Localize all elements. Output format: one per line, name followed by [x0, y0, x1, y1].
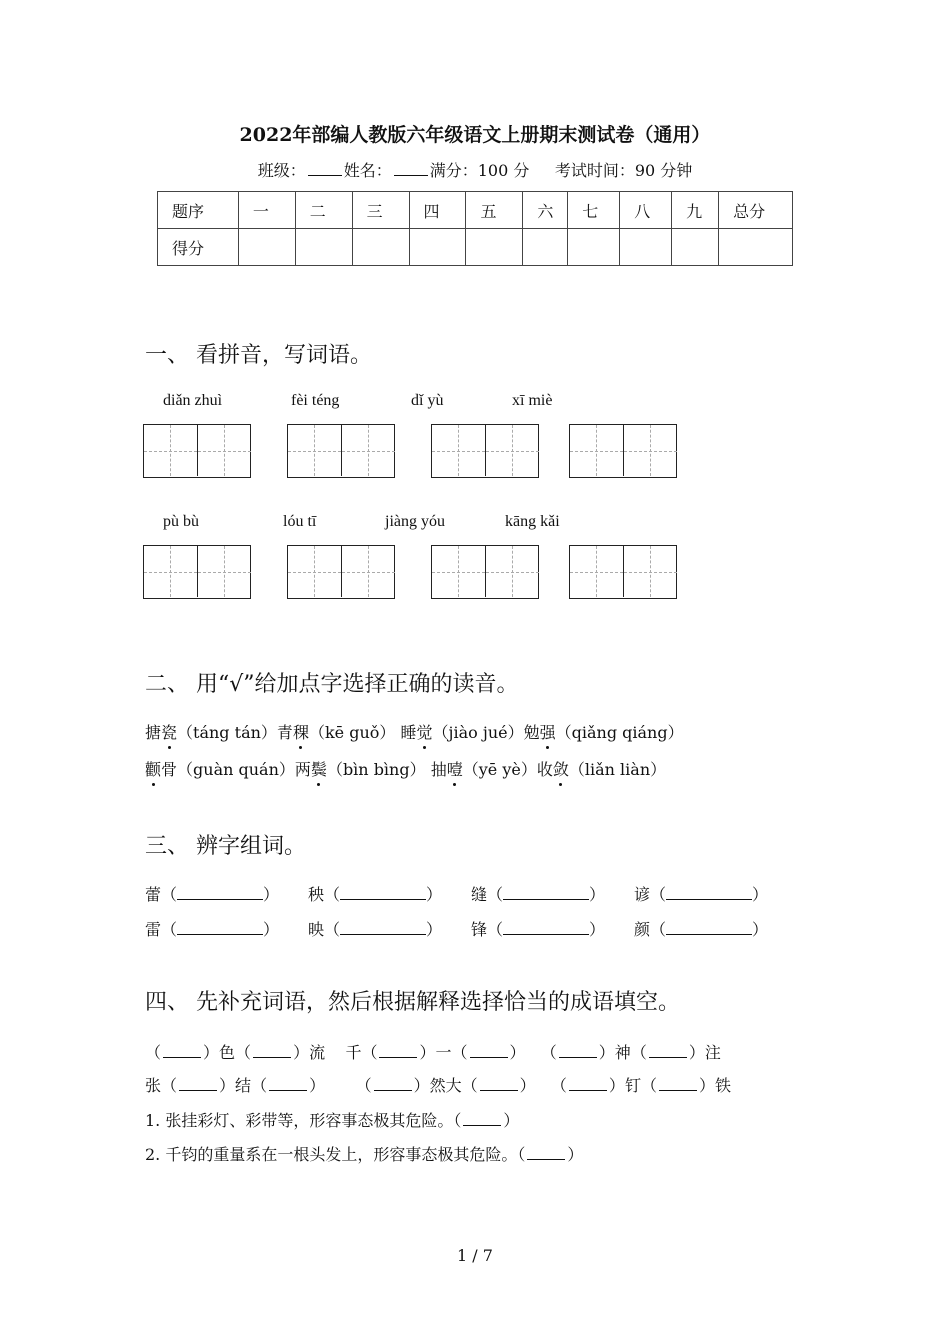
score-cell[interactable]	[719, 229, 793, 266]
char: 注	[704, 1043, 721, 1062]
writing-cell[interactable]	[432, 546, 485, 597]
name-blank[interactable]	[394, 161, 428, 176]
paren: ）	[752, 885, 769, 904]
pinyin-label: fèi téng	[291, 392, 340, 409]
exam-time: 考试时间：90 分钟	[554, 161, 693, 180]
char: 颜	[634, 920, 651, 939]
writing-cell[interactable]	[341, 425, 395, 476]
question-text: 1. 张挂彩灯、彩带等，形容事态极其危险。	[145, 1111, 454, 1130]
writing-cell[interactable]	[288, 425, 341, 476]
paren: （	[487, 920, 504, 939]
writing-cell[interactable]	[432, 425, 485, 476]
score-header-cell: 一	[238, 192, 295, 229]
pinyin-label: lóu tī	[283, 513, 317, 530]
pinyin-label: xī miè	[512, 392, 553, 409]
word-pair	[308, 917, 442, 940]
reading-line-2	[145, 757, 666, 780]
char: 张	[145, 1076, 162, 1095]
writing-cell[interactable]	[144, 546, 197, 597]
writing-cell[interactable]	[197, 546, 251, 597]
char: 骨	[161, 760, 178, 779]
idiom-blank[interactable]	[269, 1076, 307, 1091]
char: 铁	[714, 1076, 731, 1095]
pinyin-options[interactable]: （bìn bìng）	[326, 760, 426, 779]
char: 两	[294, 760, 311, 779]
word-pair	[308, 882, 442, 905]
writing-cell[interactable]	[485, 546, 539, 597]
full-score: 满分：100 分	[429, 161, 530, 180]
char: 千	[345, 1043, 362, 1062]
word-blank[interactable]	[666, 920, 752, 935]
idiom-blank[interactable]	[374, 1076, 412, 1091]
word-pair	[634, 882, 768, 905]
dotted-char: 鬓	[311, 757, 327, 780]
class-label: 班级：	[257, 161, 306, 180]
pinyin-options[interactable]: （táng tán）	[177, 723, 277, 742]
paren: ）	[426, 885, 443, 904]
paren: （	[487, 885, 504, 904]
paren: ）	[263, 885, 280, 904]
idiom-blank[interactable]	[179, 1076, 217, 1091]
word-blank[interactable]	[503, 920, 589, 935]
score-header-cell: 二	[295, 192, 352, 229]
paren: ）	[263, 920, 280, 939]
exam-info	[0, 158, 950, 181]
char: 流	[309, 1043, 326, 1062]
idiom-blank[interactable]	[659, 1076, 697, 1091]
char: 抽	[430, 760, 447, 779]
writing-grid[interactable]	[569, 545, 677, 599]
char: 神	[614, 1043, 631, 1062]
writing-cell[interactable]	[623, 425, 677, 476]
char: 结	[235, 1076, 252, 1095]
dotted-char: 颧	[145, 757, 161, 780]
score-table	[157, 191, 793, 266]
page-number: 1 / 7	[457, 1246, 493, 1265]
score-row-label: 得分	[158, 229, 239, 266]
score-cell[interactable]	[620, 229, 672, 266]
idiom-blank[interactable]	[379, 1043, 417, 1058]
paren: （	[324, 920, 341, 939]
writing-cell[interactable]	[197, 425, 251, 476]
word-blank[interactable]	[666, 885, 752, 900]
word-pair	[145, 882, 279, 905]
question-text: 2. 千钧的重量系在一根头发上，形容事态极其危险。	[145, 1145, 518, 1164]
idiom-line-2: 张（ ）结（ ） （ ）然大（ ） （ ）钉（ ）铁	[145, 1076, 731, 1095]
word-pair	[471, 882, 605, 905]
paren: （	[161, 885, 178, 904]
dotted-char: 瓷	[161, 720, 177, 743]
writing-cell[interactable]	[288, 546, 341, 597]
word-blank[interactable]	[340, 885, 426, 900]
idiom-blank[interactable]	[480, 1076, 518, 1091]
char: 映	[308, 920, 325, 939]
paren: ）	[589, 920, 606, 939]
dotted-char: 敛	[553, 757, 569, 780]
idiom-blank[interactable]	[569, 1076, 607, 1091]
pinyin-label: jiàng yóu	[385, 513, 445, 530]
pinyin-options[interactable]: （liǎn liàn）	[568, 760, 667, 779]
char: 蕾	[145, 885, 162, 904]
word-pair	[471, 917, 605, 940]
score-header-cell: 总分	[719, 192, 793, 229]
score-header-cell: 六	[523, 192, 568, 229]
writing-cell[interactable]	[570, 546, 623, 597]
char: 锋	[471, 920, 488, 939]
score-cell[interactable]	[672, 229, 719, 266]
idiom-blank[interactable]	[253, 1043, 291, 1058]
pinyin-label: pù bù	[163, 513, 199, 530]
pinyin-label: kāng kǎi	[505, 513, 560, 530]
writing-grid[interactable]	[143, 545, 251, 599]
section-1-heading: 一、 看拼音，写词语。	[145, 343, 372, 368]
pinyin-options[interactable]: （jiào jué）	[432, 723, 524, 742]
char: 勉	[523, 723, 540, 742]
word-blank[interactable]	[503, 885, 589, 900]
class-blank[interactable]	[308, 161, 342, 176]
dotted-char: 强	[540, 720, 556, 743]
char: 一	[435, 1043, 452, 1062]
score-header-cell: 八	[620, 192, 672, 229]
char: 然大	[429, 1076, 462, 1095]
char: 秧	[308, 885, 325, 904]
score-header-row	[158, 192, 793, 229]
char: 色	[219, 1043, 236, 1062]
writing-grid[interactable]	[287, 424, 395, 478]
score-header-cell: 三	[352, 192, 409, 229]
score-cell[interactable]	[409, 229, 466, 266]
pinyin-label: diǎn zhuì	[163, 392, 223, 409]
paren: （	[324, 885, 341, 904]
writing-grid[interactable]	[431, 545, 539, 599]
writing-cell[interactable]	[623, 546, 677, 597]
pinyin-options[interactable]: （kē guǒ）	[308, 723, 396, 742]
pinyin-options[interactable]: （qiǎng qiáng）	[555, 723, 684, 742]
char: 雷	[145, 920, 162, 939]
writing-grid[interactable]	[287, 545, 395, 599]
answer-blank[interactable]	[463, 1111, 501, 1126]
idiom-blank[interactable]	[559, 1043, 597, 1058]
question-1: 1. 张挂彩灯、彩带等，形容事态极其危险。（ ）	[145, 1111, 520, 1130]
word-pair	[634, 917, 768, 940]
score-cell[interactable]	[568, 229, 620, 266]
score-cell[interactable]	[238, 229, 295, 266]
word-blank[interactable]	[177, 920, 263, 935]
pinyin-options[interactable]: （guàn quán）	[177, 760, 295, 779]
char: 青	[276, 723, 293, 742]
answer-blank[interactable]	[527, 1145, 565, 1160]
dotted-char: 觉	[417, 720, 433, 743]
writing-grid[interactable]	[431, 424, 539, 478]
page-title: 2022年部编人教版六年级语文上册期末测试卷（通用）	[239, 124, 711, 146]
char: 搪	[145, 723, 162, 742]
writing-cell[interactable]	[485, 425, 539, 476]
word-pair	[145, 917, 279, 940]
score-header-cell: 七	[568, 192, 620, 229]
idiom-blank[interactable]	[649, 1043, 687, 1058]
score-header-cell: 九	[672, 192, 719, 229]
pinyin-options[interactable]: （yē yè）	[462, 760, 537, 779]
char: 缝	[471, 885, 488, 904]
writing-cell[interactable]	[144, 425, 197, 476]
score-cell[interactable]	[295, 229, 352, 266]
pinyin-label: dǐ yù	[411, 392, 444, 409]
score-cell[interactable]	[352, 229, 409, 266]
char: 收	[536, 760, 553, 779]
score-value-row	[158, 229, 793, 266]
word-blank[interactable]	[177, 885, 263, 900]
section-2-heading: 二、 用“√”给加点字选择正确的读音。	[145, 672, 519, 697]
score-header-cell: 四	[409, 192, 466, 229]
paren: （	[161, 920, 178, 939]
char: 睡	[400, 723, 417, 742]
writing-cell[interactable]	[570, 425, 623, 476]
idiom-blank[interactable]	[163, 1043, 201, 1058]
dotted-char: 稞	[293, 720, 309, 743]
paren: （	[650, 920, 667, 939]
score-cell[interactable]	[523, 229, 568, 266]
paren: （	[650, 885, 667, 904]
name-label: 姓名：	[343, 161, 392, 180]
idiom-line-1: （ ）色（ ）流 千（ ）一（ ） （ ）神（ ）注	[145, 1043, 721, 1062]
writing-cell[interactable]	[341, 546, 395, 597]
section-3-heading: 三、 辨字组词。	[145, 834, 306, 859]
writing-grid[interactable]	[143, 424, 251, 478]
dotted-char: 噎	[447, 757, 463, 780]
score-cell[interactable]	[466, 229, 523, 266]
section-4-heading: 四、 先补充词语，然后根据解释选择恰当的成语填空。	[145, 990, 680, 1015]
paren: ）	[426, 920, 443, 939]
reading-line-1	[145, 720, 684, 743]
char: 钉	[624, 1076, 641, 1095]
score-header-cell: 题序	[158, 192, 239, 229]
question-2: 2. 千钧的重量系在一根头发上，形容事态极其危险。（ ）	[145, 1145, 584, 1164]
paren: ）	[589, 885, 606, 904]
score-header-cell: 五	[466, 192, 523, 229]
idiom-blank[interactable]	[470, 1043, 508, 1058]
writing-grid[interactable]	[569, 424, 677, 478]
paren: ）	[752, 920, 769, 939]
word-blank[interactable]	[340, 920, 426, 935]
char: 谚	[634, 885, 651, 904]
